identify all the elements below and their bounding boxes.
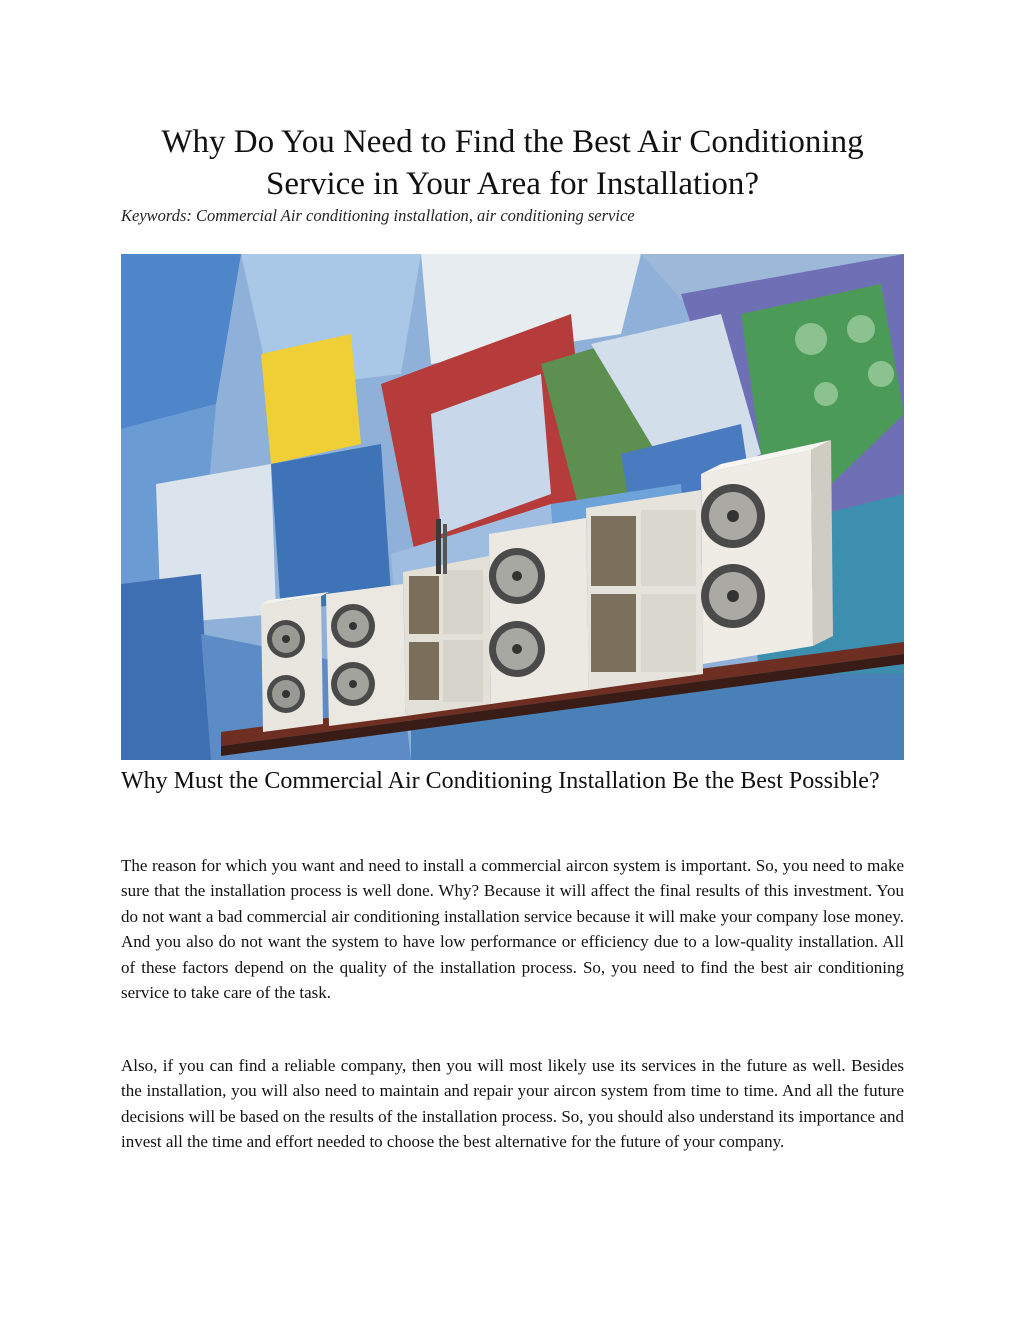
ac-unit-2 — [326, 584, 406, 726]
body-paragraph-1: The reason for which you want and need to install a commercial aircon system is important. So, you need to make sure that the installation process is well done. Why? Because it will affect the final results of this investment. You do not want a bad commercial air conditioning installation service because it will make your company lose money. And you also do not want the system to have low performance or efficiency due to a low-quality installation. All of these factors depend on the quality of the installation process. So, you need to find the best air conditioning service to take care of the task. — [121, 856, 904, 1003]
document-title: Why Do You Need to Find the Best Air Conditioning Service in Your Area for Installation? — [161, 124, 864, 202]
ac-unit-4 — [489, 518, 589, 704]
hero-image — [121, 254, 904, 760]
mural-illustration — [121, 254, 904, 760]
keywords-line: Keywords: Commercial Air conditioning installation, air conditioning service — [121, 206, 635, 225]
ac-unit-6 — [701, 440, 833, 664]
ac-unit-1 — [261, 592, 329, 732]
ac-unit-3 — [403, 556, 491, 716]
body-paragraph-2: Also, if you can find a reliable company, then you will most likely use its services in the future as well. Besides the installation, you will also need to maintain and repair your aircon system from time to time. And all the future decisions will be based on the results of the installation process. So, you should also understand its importance and invest all the time and effort needed to choose the best alternative for the future of your company. — [121, 1056, 904, 1152]
section-heading: Why Must the Commercial Air Conditioning Installation Be the Best Possible? — [121, 768, 880, 794]
ac-unit-5 — [586, 490, 703, 690]
